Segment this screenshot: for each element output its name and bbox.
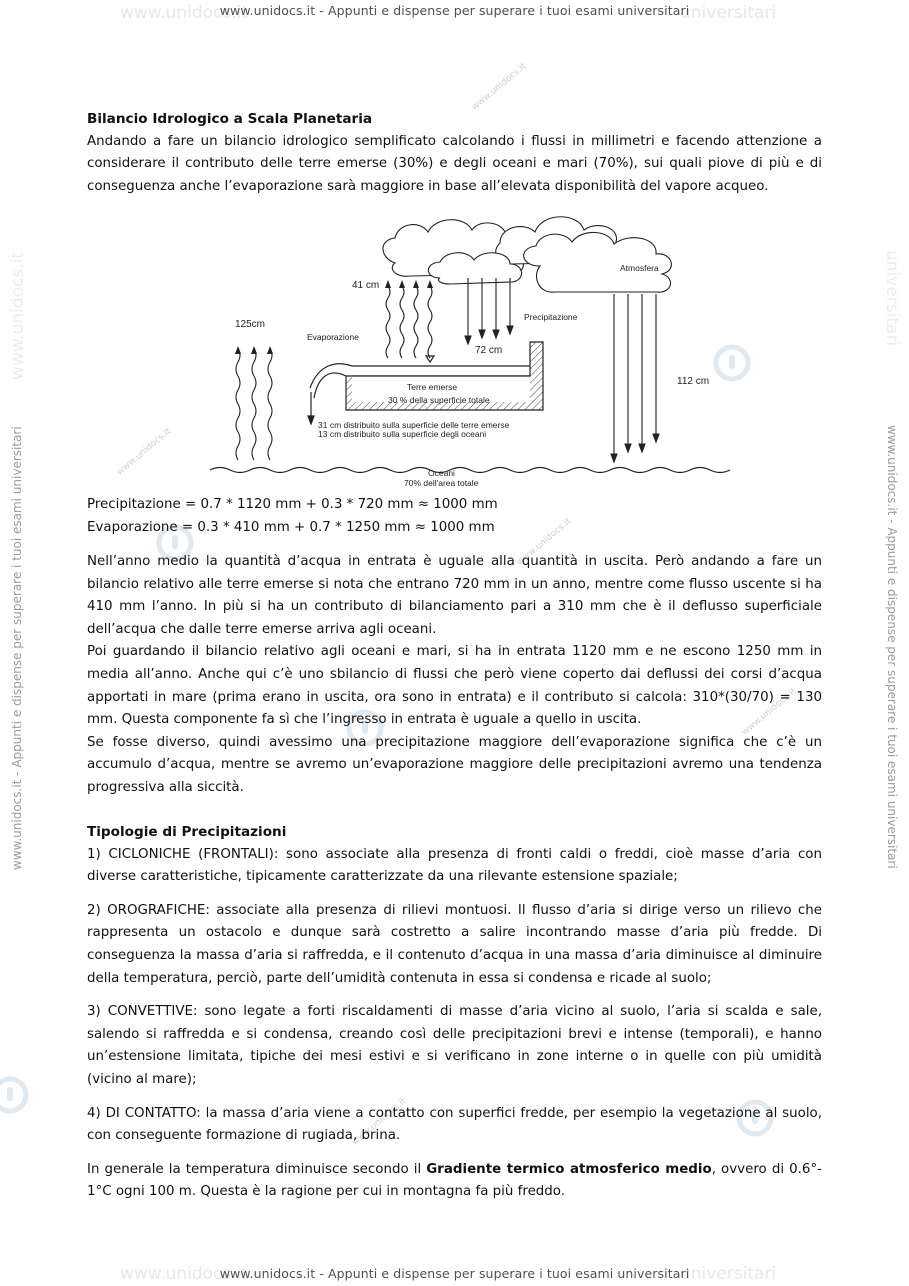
clouds: [383, 217, 671, 292]
formula-evaporazione: Evaporazione = 0.3 * 410 mm + 0.7 * 1250 mm ≈ 1000 mm: [87, 519, 495, 535]
watermark-diag: www.unidocs.it: [470, 61, 529, 113]
section-heading: Tipologie di Precipitazioni: [87, 824, 287, 840]
label-terre-emerse: Terre emerse: [407, 382, 458, 392]
watermark-logo-icon: [0, 1075, 30, 1115]
label-41cm: 41 cm: [352, 280, 380, 291]
label-oceani: Oceani: [428, 468, 455, 478]
watermark-diag: www.unidocs.it: [515, 516, 574, 568]
label-72cm: 72 cm: [475, 345, 503, 356]
list-item-convettive: 3) CONVETTIVE: sono legate a forti riscaldamenti di masse d’aria vicino al suolo, l’aria si scalda e sale, salendo si raffredda e si condensa, creando così delle precipitazioni brevi e intense (temporali), e hanno un’estensione limitata, tipiche dei mesi estivi e si verificano in zone interne o in quelle con più umidità (vicino al mare);: [87, 1004, 822, 1087]
watermark-diag: www.unidocs.it: [350, 1096, 409, 1148]
paragraph: Se fosse diverso, quindi avessimo una precipitazione maggiore dell’evaporazione significa che c’è un accumulo d’acqua, mentre se avremo un’evaporazione maggiore delle precipitazioni avremo una tendenza progressiva alla siccità.: [87, 734, 822, 795]
evaporation-arrowheads-land: [385, 280, 433, 288]
closing-text-post: , ovvero di 0.6°- 1°C ogni 100 m. Questa è la ragione per cui in montagna fa più freddo.: [87, 1161, 822, 1200]
watermark-ghost-top-tail: universitari: [680, 3, 777, 23]
evaporation-arrows-land: [386, 286, 432, 358]
label-precipitazione: Precipitazione: [524, 312, 578, 322]
label-distrib-oceani: 13 cm distribuito sulla superficie degli oceani: [318, 429, 487, 439]
paragraph: Nell’anno medio la quantità d’acqua in entrata è uguale alla quantità in uscita. Però andando a fare un bilancio relativo alle terre emerse si nota che entrano 720 mm in un anno, mentre come flusso uscente si ha 410 mm l’anno. In più si ha un contributo di bilanciamento pari a 310 mm che è il deflusso superficiale dell’acqua che dalle terre emerse arriva agli oceani.: [87, 554, 822, 637]
label-evaporazione: Evaporazione: [307, 332, 359, 342]
closing-text-pre: In generale la temperatura diminuisce secondo il: [87, 1161, 427, 1177]
paragraph: Poi guardando il bilancio relativo agli oceani e mari, si ha in entrata 1120 mm e ne escono 1250 mm in media all’anno. Anche qui c’è uno sbilancio di flussi che però viene coperto dai deflussi dei corsi d’acqua apportati in mare (prima erano in uscita, ora sono in entrata) e il contributo si calcola: 310*(30/70) = 130 mm. Questa componente fa sì che l’ingresso in entrata è uguale a quello in uscita.: [87, 644, 822, 728]
list-item-contatto: 4) DI CONTATTO: la massa d’aria viene a contatto con superfici fredde, per esempio la vegetazione al suolo, con conseguente formazione di rugiada, brina.: [87, 1105, 822, 1144]
list-item-cicloniche: 1) CICLONICHE (FRONTALI): sono associate alla presenza di fronti caldi o freddi, cioè masse d’aria con diverse caratteristiche, tipicamente caratterizzate da una rilevante estensione spaziale;: [87, 846, 822, 885]
evaporation-arrows-ocean: [236, 348, 272, 460]
label-area-totale: 70% dell'area totale: [404, 478, 479, 488]
closing-paragraph: [87, 1159, 822, 1204]
watermark-side-ghost-left: www.unidocs.it: [8, 251, 28, 380]
watermark-footer: www.unidocs.it - Appunti e dispense per superare i tuoi esami universitari: [219, 1266, 690, 1281]
label-112cm: 112 cm: [677, 376, 710, 387]
label-distrib-terre: 31 cm distribuito sulla superficie delle terre emerse: [318, 420, 510, 430]
intro-paragraph: Andando a fare un bilancio idrologico semplificato calcolando i flussi in millimetri e facendo attenzione a considerare il contributo delle terre emerse (30%) e degli oceani e mari (70%), sui quali piove di più e di conseguenza anche l’evaporazione sarà maggiore in base all’elevata disponibilità del vapore acqueo.: [87, 133, 822, 194]
ocean-surface: [210, 468, 730, 473]
label-atmosfera: Atmosfera: [620, 263, 659, 273]
watermark-side-left: www.unidocs.it - Appunti e dispense per superare i tuoi esami universitari: [10, 426, 24, 870]
watermark-ghost-top: www.unidocs.it: [120, 3, 249, 23]
watermark-header: www.unidocs.it - Appunti e dispense per superare i tuoi esami universitari: [219, 3, 690, 18]
watermark-side-ghost-right: universitari: [882, 250, 902, 347]
watermark-diag: www.unidocs.it: [115, 426, 174, 478]
precipitation-arrows-ocean: [611, 294, 659, 462]
watermark-ghost-bottom-tail: universitari: [680, 1264, 777, 1284]
closing-text-bold: Gradiente termico atmosferico medio: [426, 1161, 712, 1177]
balance-explanation: [87, 551, 822, 800]
label-superficie: 30 % della superficie totale: [388, 395, 490, 405]
section-tipologie: [87, 821, 822, 1204]
formulas-block: [87, 494, 498, 539]
label-125cm: 125cm: [235, 319, 266, 330]
precipitation-arrows-land: [465, 278, 513, 344]
evaporation-arrowheads-ocean: [235, 346, 273, 354]
section-bilancio: [87, 108, 822, 198]
watermark-side-right: www.unidocs.it - Appunti e dispense per superare i tuoi esami universitari: [885, 425, 899, 869]
list-item-orografiche: 2) OROGRAFICHE: associate alla presenza di rilievi montuosi. Il flusso d’aria si dirige verso un rilievo che rappresenta un ostacolo e dunque sarà costretto a salire incontrando masse d’aria più fredde. Di conseguenza la massa d’aria si raffredda, e il contenuto d’acqua in una massa d’aria diminuisce al diminuire della temperatura, perciò, parte dell’umidità contenuta in essa si condensa e ricade al suolo;: [87, 902, 822, 986]
watermark-diag: www.unidocs.it: [740, 686, 799, 738]
hydrologic-cycle-diagram: [210, 208, 730, 490]
section-heading: Bilancio Idrologico a Scala Planetaria: [87, 111, 373, 127]
formula-precipitazione: Precipitazione = 0.7 * 1120 mm + 0.3 * 720 mm ≈ 1000 mm: [87, 497, 498, 512]
watermark-ghost-bottom: www.unidocs.it: [120, 1264, 249, 1284]
